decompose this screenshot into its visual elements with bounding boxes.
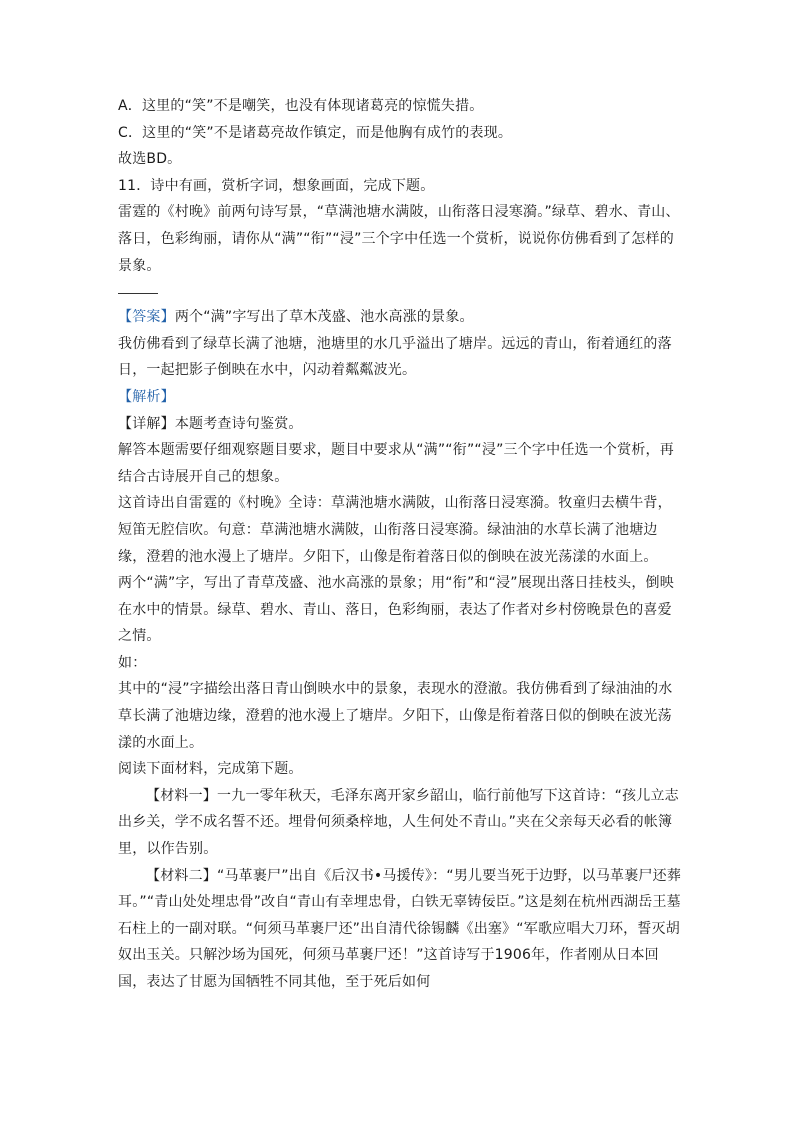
analysis-paragraph-1: 解答本题需要仔细观察题目要求，题目中要求从“满”“衔”“浸”三个字中任选一个赏析，再结合古诗展开自己的想象。: [118, 442, 674, 485]
material-one-label: 【材料一】: [146, 787, 217, 804]
question-11-body: 雷霆的《村晚》前两句诗写景，“草满池塘水满陂，山衔落日浸寒漪。”绿草、碧水、青山、落日，色彩绚丽，请你从“满”“衔”“浸”三个字中任选一个赏析，说说你仿佛看到了怎样的景象。: [118, 204, 680, 274]
option-a-explanation: A．这里的“笑”不是嘲笑，也没有体现诸葛亮的惊慌失措。: [118, 98, 484, 114]
analysis-label: 【解析】: [118, 388, 175, 405]
answer-choice: 故选BD。: [118, 151, 182, 168]
material-one: [118, 783, 684, 863]
analysis-paragraph-5: 其中的“浸”字描绘出落日青山倒映水中的景象，表现水的澄澈。我仿佛看到了绿油油的水草长满了池塘边缘，澄碧的池水漫上了塘岸。夕阳下，山像是衔着落日似的倒映在波光荡漾的水面上。: [118, 681, 673, 751]
detail-paragraph: [118, 411, 684, 438]
material-one-text: 一九一零年秋天，毛泽东离开家乡韶山，临行前他写下这首诗：“孩儿立志出乡关，学不成名誓不还。埋骨何须桑梓地，人生何处不青山。”夹在父亲每天必看的帐簿里，以作告别。: [118, 787, 679, 858]
document-body: [118, 93, 684, 996]
answer-paragraph: [118, 304, 684, 331]
reading-instruction: 阅读下面材料，完成第下题。: [118, 761, 303, 778]
analysis-paragraph-2: 这首诗出自雷霆的《村晚》全诗：草满池塘水满陂，山衔落日浸寒漪。牧童归去横牛背，短笛无腔信吹。句意：草满池塘水满陂，山衔落日浸寒漪。绿油油的水草长满了池塘边缘，澄碧的池水漫上了塘岸。夕阳下，山像是衔着落日似的倒映在波光荡漾的水面上。: [118, 495, 672, 565]
material-two-text: “马革裹尸”出自《后汉书•马援传》：“男儿要当死于边野，以马革裹尸还葬耳。”“青山处处埋忠骨”改自“青山有幸埋忠骨，白铁无辜铸佞臣。”这是刻在杭州西湖岳王墓石柱上的一副对联。“何须马革裹尸还”出自清代徐锡麟《出塞》“军歌应唱大刀环，誓灭胡奴出玉关。只解沙场为国死，何须马革裹尸还！”这首诗写于1906年，作者刚从日本回国，表达了甘愿为国牺牲不同其他，至于死后如何: [118, 867, 682, 990]
analysis-paragraph-3: 两个“满”字，写出了青草茂盛、池水高涨的景象；用“衔”和“浸”展现出落日挂枝头，倒映在水中的情景。绿草、碧水、青山、落日，色彩绚丽，表达了作者对乡村傍晚景色的喜爱之情。: [118, 575, 674, 645]
answer-label: 【答案】: [118, 309, 175, 326]
question-11-title: 11．诗中有画，赏析字词，想象画面，完成下题。: [118, 177, 435, 194]
material-two: [118, 863, 684, 996]
answer-blank-line: [118, 293, 158, 294]
option-c-explanation: C．这里的“笑”不是诸葛亮故作镇定，而是他胸有成竹的表现。: [118, 124, 513, 141]
answer-paragraph-2: 我仿佛看到了绿草长满了池塘，池塘里的水几乎溢出了塘岸。远远的青山，衔着通红的落日，一起把影子倒映在水中，闪动着粼粼波光。: [118, 335, 672, 379]
answer-text: 两个“满”字写出了草木茂盛、池水高涨的景象。: [174, 309, 474, 326]
material-two-label: 【材料二】: [146, 867, 217, 884]
detail-label: 【详解】: [118, 415, 175, 432]
analysis-paragraph-4: 如：: [118, 654, 147, 671]
detail-text: 本题考查诗句鉴赏。: [174, 415, 303, 432]
